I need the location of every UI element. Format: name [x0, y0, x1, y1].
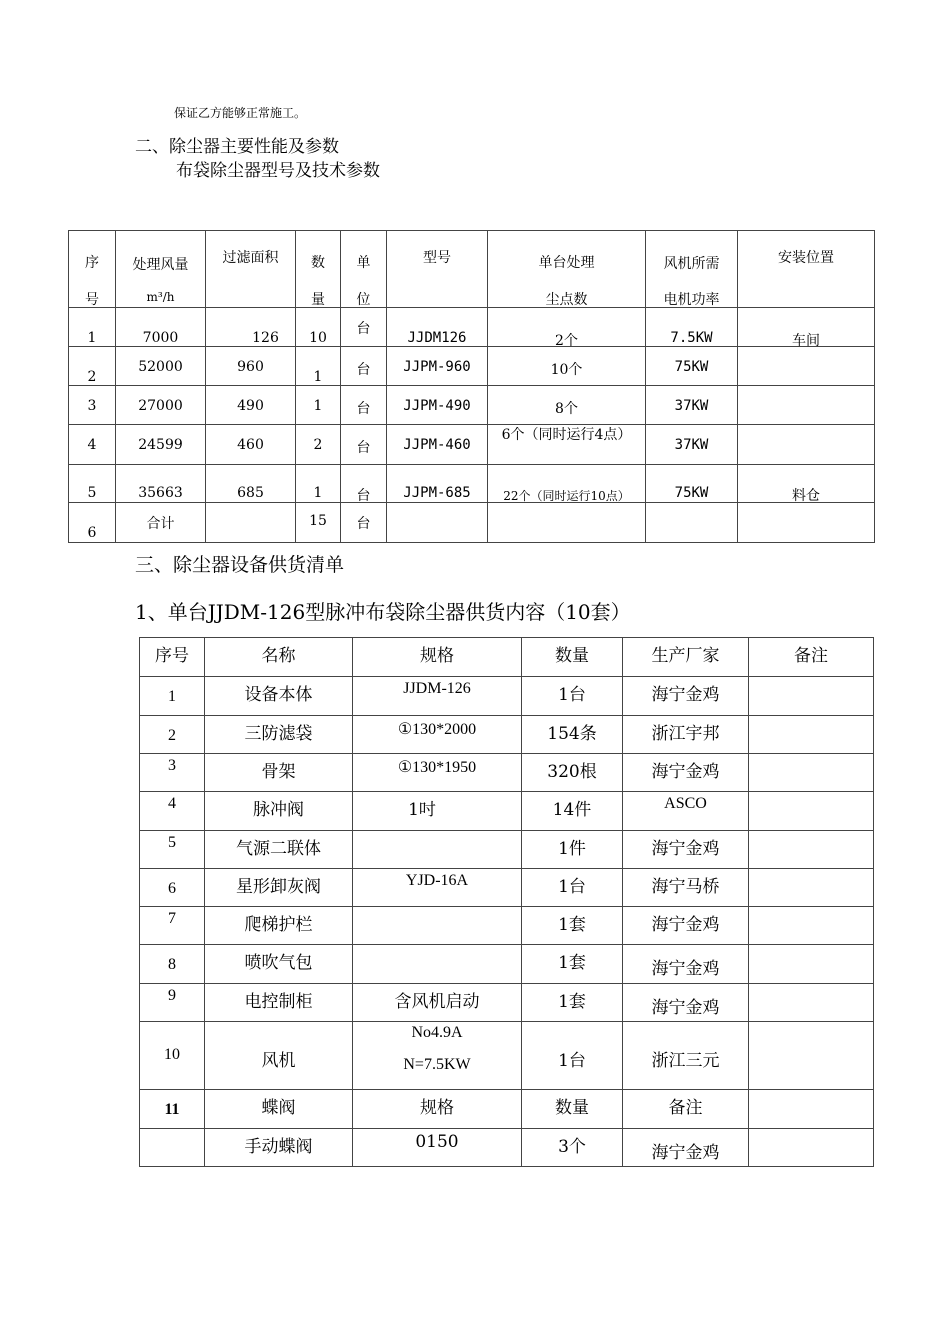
header-filter-area: 过滤面积	[206, 231, 296, 308]
header-model: 型号	[387, 231, 488, 308]
table-row: 4 24599 460 2 台 JJPM-460 6个（同时运行4点） 37KW	[69, 425, 875, 465]
table-row: 11 蝶阀 规格 数量 备注	[140, 1090, 874, 1129]
section3-title: 三、除尘器设备供货清单	[135, 554, 345, 576]
header-location: 安装位置	[738, 231, 875, 308]
table-row: 2 52000 960 1 台 JJPM-960 10个 75KW	[69, 347, 875, 386]
table-row: 1 7000 126 10 台 JJDM126 2个 7.5KW 车间	[69, 308, 875, 347]
table-row: 9 电控制柜 含风机启动 1套 海宁金鸡	[140, 984, 874, 1022]
table-header-row	[69, 231, 875, 308]
header-unit: 单 位	[341, 231, 387, 308]
header-quantity: 数 量	[296, 231, 341, 308]
table-row: 手动蝶阀 0150 3个 海宁金鸡	[140, 1129, 874, 1167]
table-row: 6 星形卸灰阀 YJD-16A 1台 海宁马桥	[140, 869, 874, 907]
table-row: 5 35663 685 1 台 JJPM-685 22个（同时运行10点） 75KW 料仓	[69, 465, 875, 503]
table-row: 8 喷吹气包 1套 海宁金鸡	[140, 945, 874, 984]
header-dust-points: 单台处理 尘点数	[488, 231, 646, 308]
table-row: 2 三防滤袋 ①130*2000 154条 浙江宇邦	[140, 716, 874, 754]
table-row: 3 骨架 ①130*1950 320根 海宁金鸡	[140, 754, 874, 792]
table-row-total: 6 合计 15 台	[69, 503, 875, 543]
supply-list-title: 1、单台JJDM-126型脉冲布袋除尘器供货内容（10套）	[135, 600, 631, 624]
table-row: 5 气源二联体 1件 海宁金鸡	[140, 831, 874, 869]
header-airflow: 处理风量 m³/h	[116, 231, 206, 308]
table-header-row: 序号 名称 规格 数量 生产厂家 备注	[140, 638, 874, 677]
header-motor-power: 风机所需 电机功率	[646, 231, 738, 308]
table-row: 7 爬梯护栏 1套 海宁金鸡	[140, 907, 874, 945]
supply-table	[139, 637, 874, 1167]
parameters-table	[68, 230, 875, 543]
section2-subtitle: 布袋除尘器型号及技术参数	[176, 161, 380, 181]
table-row: 4 脉冲阀 1吋 14件 ASCO	[140, 792, 874, 831]
table-row: 1 设备本体 JJDM-126 1台 海宁金鸡	[140, 677, 874, 716]
header-seq: 序 号	[69, 231, 116, 308]
table-row: 10 风机 No4.9A N=7.5KW 1台 浙江三元	[140, 1022, 874, 1090]
section2-title: 二、除尘器主要性能及参数	[135, 137, 339, 157]
intro-text: 保证乙方能够正常施工。	[174, 106, 307, 120]
table-row: 3 27000 490 1 台 JJPM-490 8个 37KW	[69, 386, 875, 425]
